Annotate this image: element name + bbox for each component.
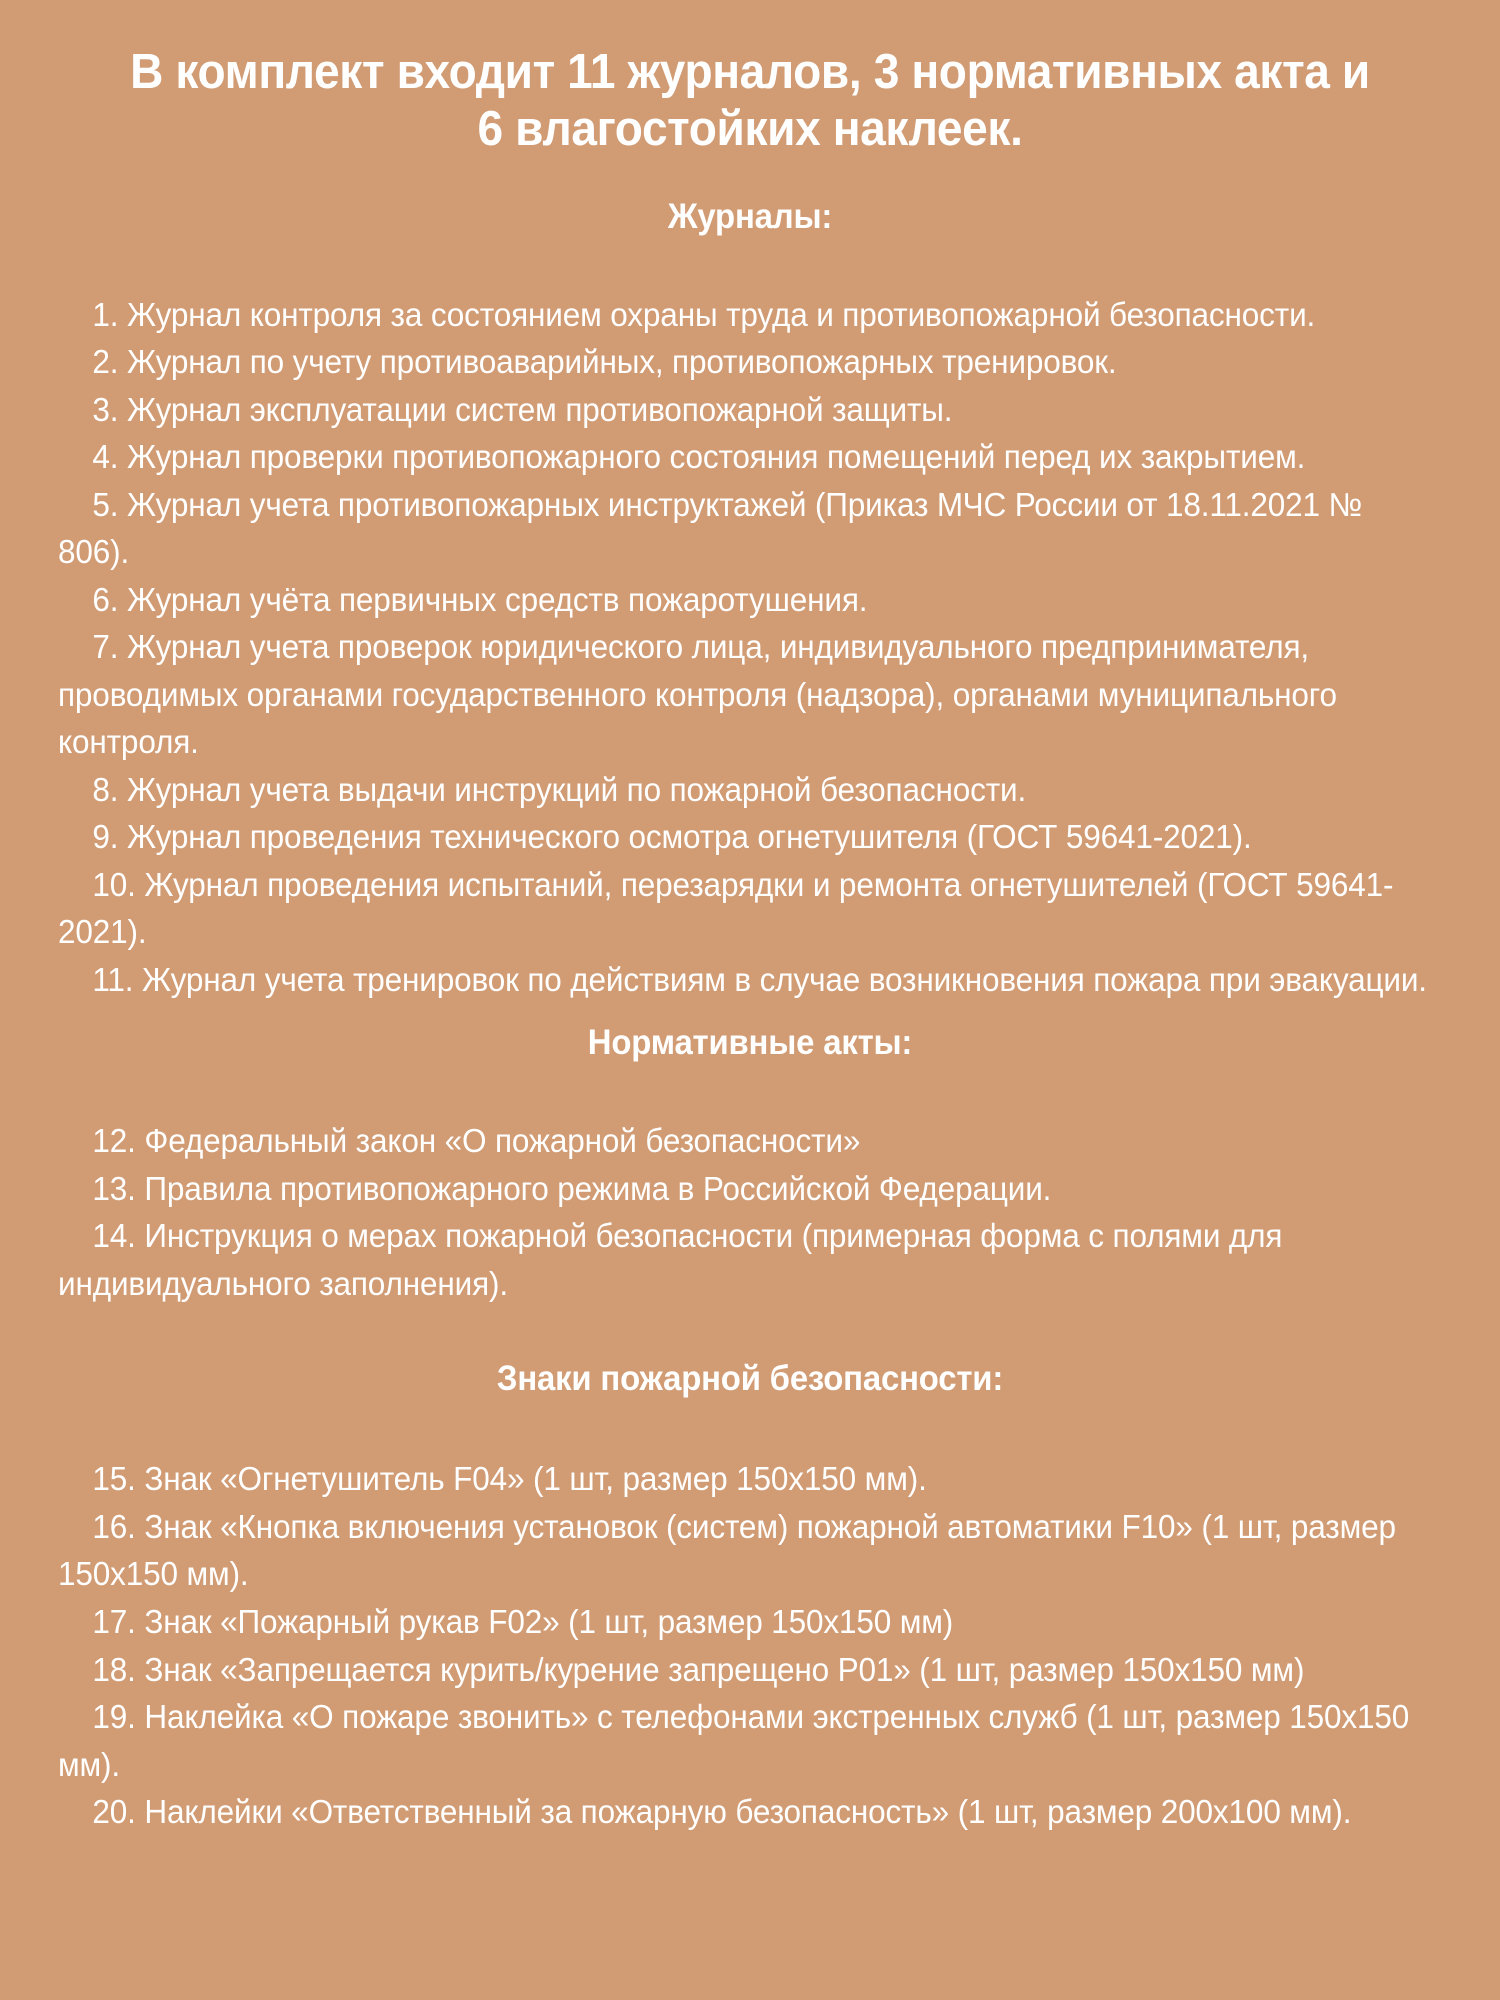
list-item: 15. Знак «Огнетушитель F04» (1 шт, размер 150х150 мм). [92, 1460, 927, 1498]
list-item: 1. Журнал контроля за состоянием охраны труда и противопожарной безопасности. [92, 295, 1316, 333]
section-heading-normativnye-akty: Нормативные акты: [587, 1023, 913, 1063]
list-item: 5. Журнал учета противопожарных инструктажей (Приказ МЧС России от 18.11.2021 № 806). [58, 485, 1363, 571]
section-heading-zhurnaly: Журналы: [667, 196, 833, 236]
list-zhurnaly [58, 291, 1442, 1004]
list-item: 4. Журнал проверки противопожарного состояния помещений перед их закрытием. [92, 438, 1306, 476]
list-item: 9. Журнал проведения технического осмотра огнетушителя (ГОСТ 59641-2021). [92, 818, 1252, 856]
list-item: 17. Знак «Пожарный рукав F02» (1 шт, размер 150х150 мм) [92, 1603, 954, 1640]
list-item: 8. Журнал учета выдачи инструкций по пожарной безопасности. [92, 770, 1027, 808]
list-item: 10. Журнал проведения испытаний, перезарядки и ремонта огнетушителей (ГОСТ 59641-2021). [58, 865, 1394, 951]
list-znaki [58, 1455, 1442, 1835]
list-item: 14. Инструкция о мерах пожарной безопасности (примерная форма с полями для индивидуального заполнения). [58, 1217, 1283, 1302]
list-item: 2. Журнал по учету противоаварийных, противопожарных тренировок. [92, 343, 1117, 381]
list-item: 7. Журнал учета проверок юридического лица, индивидуального предпринимателя, проводимых органами государственного контроля (надзора), органами муниципального контроля. [58, 628, 1337, 761]
list-item: 12. Федеральный закон «О пожарной безопасности» [92, 1122, 861, 1160]
page-title: В комплект входит 11 журналов, 3 нормативных акта и 6 влагостойких наклеек. [130, 45, 1370, 157]
list-item: 19. Наклейка «О пожаре звонить» с телефонами экстренных служб (1 шт, размер 150х150 мм). [58, 1698, 1410, 1783]
section-heading-znaki-pozharnoy-bezopasnosti: Знаки пожарной безопасности: [496, 1359, 1004, 1399]
list-item: 18. Знак «Запрещается курить/курение запрещено P01» (1 шт, размер 150х150 мм) [92, 1650, 1305, 1688]
list-item: 20. Наклейки «Ответственный за пожарную безопасность» (1 шт, размер 200х100 мм). [92, 1793, 1352, 1831]
list-item: 13. Правила противопожарного режима в Российской Федерации. [92, 1169, 1052, 1207]
list-item: 11. Журнал учета тренировок по действиям в случае возникновения пожара при эвакуации. [92, 960, 1427, 998]
list-normativnye-akty [58, 1117, 1442, 1307]
list-item: 3. Журнал эксплуатации систем противопожарной защиты. [92, 390, 953, 428]
list-item: 6. Журнал учёта первичных средств пожаротушения. [92, 580, 868, 618]
list-item: 16. Знак «Кнопка включения установок (систем) пожарной автоматики F10» (1 шт, размер 150х150 мм). [58, 1507, 1396, 1593]
